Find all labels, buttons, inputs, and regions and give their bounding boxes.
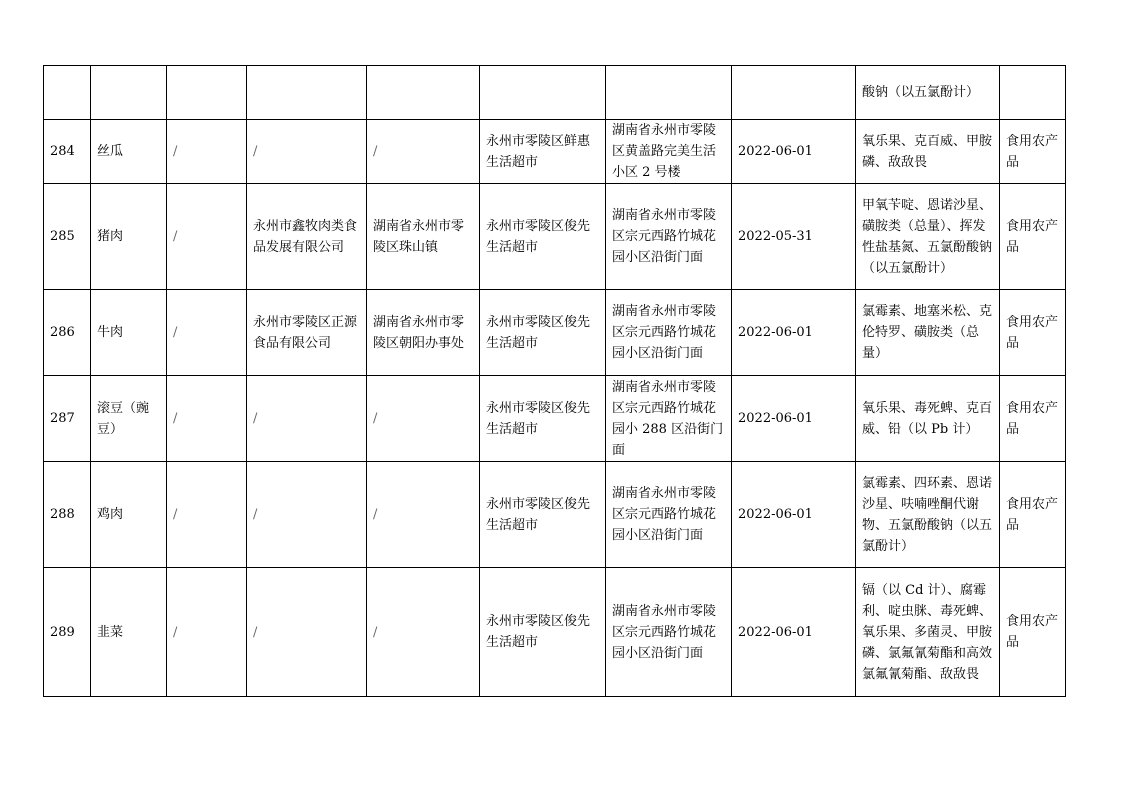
seller-name-cell: 永州市零陵区俊先生活超市 bbox=[480, 462, 606, 568]
table-row bbox=[44, 184, 1066, 290]
spec-cell: / bbox=[167, 184, 247, 290]
manufacturer-name-cell: / bbox=[247, 462, 367, 568]
table-row bbox=[44, 290, 1066, 376]
manufacturer-name-cell: / bbox=[247, 120, 367, 184]
seller-name-cell: 永州市零陵区俊先生活超市 bbox=[480, 184, 606, 290]
table-row bbox=[44, 568, 1066, 697]
sampling-date-cell: 2022-05-31 bbox=[732, 184, 856, 290]
spec-cell: / bbox=[167, 290, 247, 376]
seller-address-cell: 湖南省永州市零陵区宗元西路竹城花园小区沿街门面 bbox=[606, 568, 732, 697]
manufacturer-name-cell: 永州市零陵区正源食品有限公司 bbox=[247, 290, 367, 376]
product-name-cell: 韭菜 bbox=[91, 568, 167, 697]
spec-cell: / bbox=[167, 120, 247, 184]
product-name-cell bbox=[91, 66, 167, 120]
row-number-cell: 287 bbox=[44, 376, 91, 462]
seller-name-cell: 永州市零陵区鲜惠生活超市 bbox=[480, 120, 606, 184]
row-number-cell: 289 bbox=[44, 568, 91, 697]
seller-address-cell: 湖南省永州市零陵区宗元西路竹城花园小 288 区沿街门面 bbox=[606, 376, 732, 462]
seller-address-cell: 湖南省永州市零陵区宗元西路竹城花园小区沿街门面 bbox=[606, 462, 732, 568]
test-items-cell: 氯霉素、地塞米松、克伦特罗、磺胺类（总量） bbox=[856, 290, 1000, 376]
food-category-cell bbox=[1000, 66, 1066, 120]
product-name-cell: 牛肉 bbox=[91, 290, 167, 376]
sampling-date-cell: 2022-06-01 bbox=[732, 568, 856, 697]
table-row bbox=[44, 462, 1066, 568]
seller-name-cell: 永州市零陵区俊先生活超市 bbox=[480, 568, 606, 697]
row-number-cell bbox=[44, 66, 91, 120]
seller-name-cell: 永州市零陵区俊先生活超市 bbox=[480, 376, 606, 462]
row-number-cell: 286 bbox=[44, 290, 91, 376]
manufacturer-name-cell bbox=[247, 66, 367, 120]
seller-name-cell: 永州市零陵区俊先生活超市 bbox=[480, 290, 606, 376]
test-items-cell: 氯霉素、四环素、恩诺沙星、呋喃唑酮代谢物、五氯酚酸钠（以五氯酚计） bbox=[856, 462, 1000, 568]
test-items-cell: 酸钠（以五氯酚计） bbox=[856, 66, 1000, 120]
manufacturer-address-cell: / bbox=[367, 568, 480, 697]
test-items-cell: 镉（以 Cd 计）、腐霉利、啶虫脒、毒死蜱、氧乐果、多菌灵、甲胺磷、氯氟氰菊酯和高效氯氟氰菊酯、敌敌畏 bbox=[856, 568, 1000, 697]
manufacturer-address-cell: / bbox=[367, 120, 480, 184]
food-category-cell: 食用农产品 bbox=[1000, 568, 1066, 697]
manufacturer-name-cell: / bbox=[247, 568, 367, 697]
seller-address-cell: 湖南省永州市零陵区黄盖路完美生活小区 2 号楼 bbox=[606, 120, 732, 184]
food-category-cell: 食用农产品 bbox=[1000, 120, 1066, 184]
spec-cell: / bbox=[167, 462, 247, 568]
sampling-date-cell: 2022-06-01 bbox=[732, 376, 856, 462]
manufacturer-name-cell: / bbox=[247, 376, 367, 462]
table-row bbox=[44, 66, 1066, 120]
sampling-date-cell: 2022-06-01 bbox=[732, 290, 856, 376]
table-row bbox=[44, 376, 1066, 462]
row-number-cell: 285 bbox=[44, 184, 91, 290]
seller-name-cell bbox=[480, 66, 606, 120]
row-number-cell: 288 bbox=[44, 462, 91, 568]
product-name-cell: 丝瓜 bbox=[91, 120, 167, 184]
test-items-cell: 氧乐果、毒死蜱、克百威、铅（以 Pb 计） bbox=[856, 376, 1000, 462]
test-items-cell: 氧乐果、克百威、甲胺磷、敌敌畏 bbox=[856, 120, 1000, 184]
seller-address-cell bbox=[606, 66, 732, 120]
sampling-date-cell bbox=[732, 66, 856, 120]
manufacturer-address-cell: 湖南省永州市零陵区朝阳办事处 bbox=[367, 290, 480, 376]
food-category-cell: 食用农产品 bbox=[1000, 376, 1066, 462]
manufacturer-address-cell: / bbox=[367, 462, 480, 568]
test-items-cell: 甲氧苄啶、恩诺沙星、磺胺类（总量）、挥发性盐基氮、五氯酚酸钠（以五氯酚计） bbox=[856, 184, 1000, 290]
spec-cell bbox=[167, 66, 247, 120]
manufacturer-address-cell bbox=[367, 66, 480, 120]
food-category-cell: 食用农产品 bbox=[1000, 184, 1066, 290]
product-name-cell: 鸡肉 bbox=[91, 462, 167, 568]
seller-address-cell: 湖南省永州市零陵区宗元西路竹城花园小区沿街门面 bbox=[606, 184, 732, 290]
food-category-cell: 食用农产品 bbox=[1000, 462, 1066, 568]
manufacturer-address-cell: 湖南省永州市零陵区珠山镇 bbox=[367, 184, 480, 290]
sampling-date-cell: 2022-06-01 bbox=[732, 120, 856, 184]
table-body bbox=[44, 66, 1066, 697]
spec-cell: / bbox=[167, 568, 247, 697]
seller-address-cell: 湖南省永州市零陵区宗元西路竹城花园小区沿街门面 bbox=[606, 290, 732, 376]
sampling-date-cell: 2022-06-01 bbox=[732, 462, 856, 568]
manufacturer-name-cell: 永州市鑫牧肉类食品发展有限公司 bbox=[247, 184, 367, 290]
row-number-cell: 284 bbox=[44, 120, 91, 184]
product-name-cell: 猪肉 bbox=[91, 184, 167, 290]
product-name-cell: 滚豆（豌豆） bbox=[91, 376, 167, 462]
food-category-cell: 食用农产品 bbox=[1000, 290, 1066, 376]
inspection-table bbox=[43, 65, 1066, 697]
spec-cell: / bbox=[167, 376, 247, 462]
table-row bbox=[44, 120, 1066, 184]
manufacturer-address-cell: / bbox=[367, 376, 480, 462]
